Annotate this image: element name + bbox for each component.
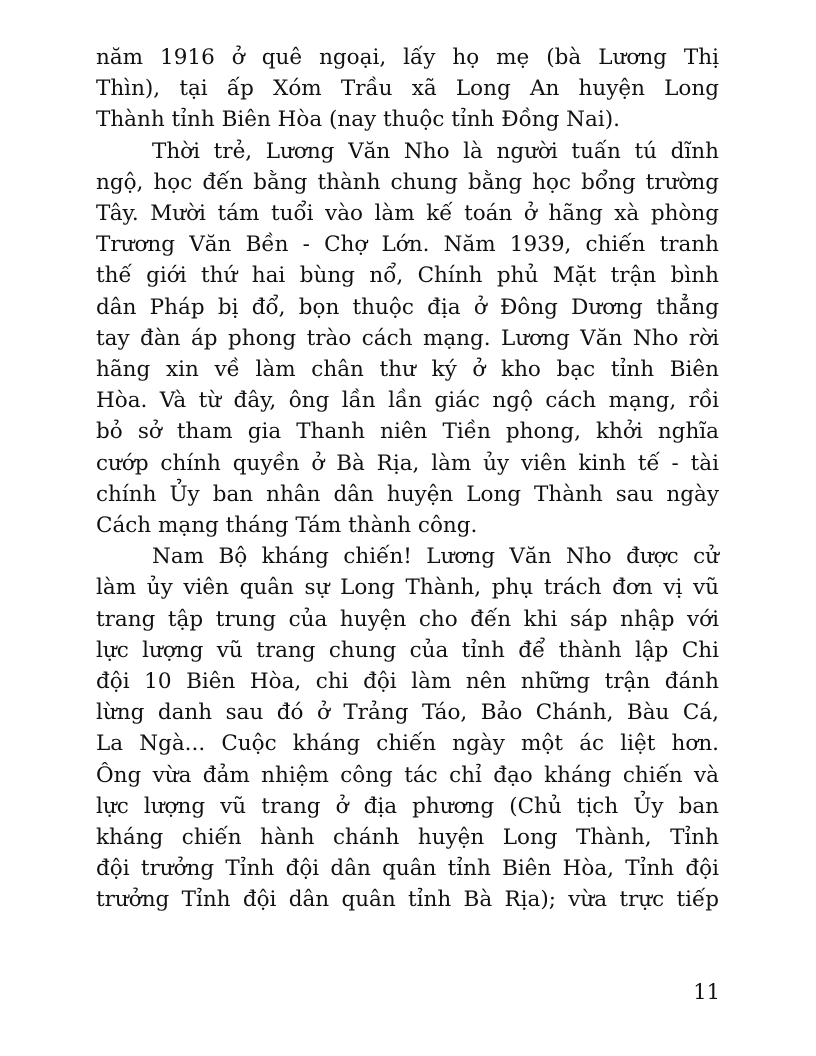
text-line: đội trưởng Tỉnh đội dân quân tỉnh Biên Hòa, Tỉnh đội <box>96 856 719 882</box>
paragraph-3 <box>96 541 719 915</box>
text-line: trưởng Tỉnh đội dân quân tỉnh Bà Rịa); vừa trực tiếp <box>96 887 719 913</box>
text-line: dân Pháp bị đổ, bọn thuộc địa ở Đông Dương thẳng <box>96 294 719 320</box>
text-line: Trương Văn Bền - Chợ Lớn. Năm 1939, chiến tranh <box>96 232 719 258</box>
text-line: Cách mạng tháng Tám thành công. <box>96 513 478 539</box>
text-line: tay đàn áp phong trào cách mạng. Lương Văn Nho rời <box>96 325 719 351</box>
text-line: lực lượng vũ trang chung của tỉnh để thành lập Chi <box>96 637 719 663</box>
text-line: làm ủy viên quân sự Long Thành, phụ trách đơn vị vũ <box>96 575 719 601</box>
text-line: Thời trẻ, Lương Văn Nho là người tuấn tú dĩnh <box>152 138 719 164</box>
page-body <box>96 42 719 916</box>
text-line: La Ngà... Cuộc kháng chiến ngày một ác liệt hơn. <box>96 731 719 757</box>
text-line: Thành tỉnh Biên Hòa (nay thuộc tỉnh Đồng Nai). <box>96 107 620 133</box>
text-line: năm 1916 ở quê ngoại, lấy họ mẹ (bà Lương Thị <box>96 45 719 70</box>
text-line: chính Ủy ban nhân dân huyện Long Thành sau ngày <box>96 481 719 507</box>
text-line: lừng danh sau đó ở Trảng Táo, Bảo Chánh, Bàu Cá, <box>96 700 719 726</box>
paragraph-1 <box>96 42 719 136</box>
text-line: Nam Bộ kháng chiến! Lương Văn Nho được cử <box>152 544 719 570</box>
text-line: hãng xin về làm chân thư ký ở kho bạc tỉnh Biên <box>96 357 719 383</box>
page-number: 11 <box>693 980 720 1004</box>
paragraph-2 <box>96 136 719 542</box>
text-line: đội 10 Biên Hòa, chi đội làm nên những trận đánh <box>96 669 719 695</box>
text-line: Thìn), tại ấp Xóm Trầu xã Long An huyện Long <box>96 76 719 102</box>
text-line: ngộ, học đến bằng thành chung bằng học bổng trường <box>96 169 719 195</box>
text-line: bỏ sở tham gia Thanh niên Tiền phong, khởi nghĩa <box>96 419 719 445</box>
text-line: Hòa. Và từ đây, ông lần lần giác ngộ cách mạng, rồi <box>96 388 719 414</box>
text-line: Tây. Mười tám tuổi vào làm kế toán ở hãng xà phòng <box>96 201 719 227</box>
text-line: thế giới thứ hai bùng nổ, Chính phủ Mặt trận bình <box>96 263 719 289</box>
text-line: Ông vừa đảm nhiệm công tác chỉ đạo kháng chiến và <box>96 762 719 788</box>
text-line: trang tập trung của huyện cho đến khi sáp nhập với <box>96 606 719 632</box>
text-line: cướp chính quyền ở Bà Rịa, làm ủy viên kinh tế - tài <box>96 450 719 476</box>
text-line: lực lượng vũ trang ở địa phương (Chủ tịch Ủy ban <box>96 793 719 819</box>
text-line: kháng chiến hành chánh huyện Long Thành, Tỉnh <box>96 825 719 851</box>
